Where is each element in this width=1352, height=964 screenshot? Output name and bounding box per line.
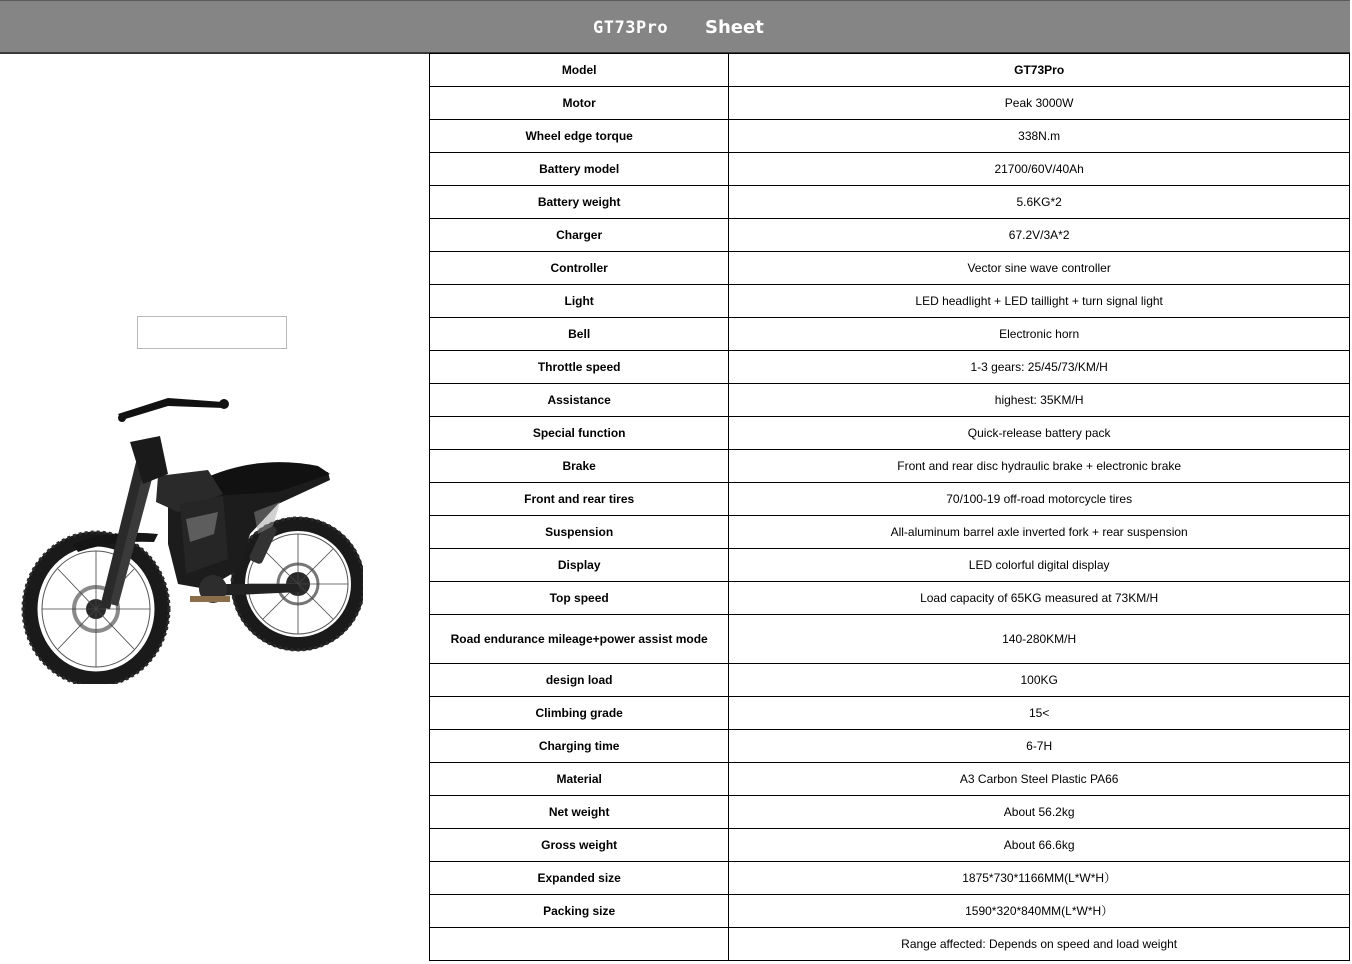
spec-value: Load capacity of 65KG measured at 73KM/H [729, 582, 1350, 615]
spec-label: Climbing grade [430, 697, 729, 730]
spec-row [430, 664, 1350, 697]
spec-label: Suspension [430, 516, 729, 549]
sheet-header [0, 0, 1350, 54]
spec-value: 1-3 gears: 25/45/73/KM/H [729, 351, 1350, 384]
spec-value: LED headlight + LED taillight + turn signal light [729, 285, 1350, 318]
spec-value: 67.2V/3A*2 [729, 219, 1350, 252]
spec-row [430, 417, 1350, 450]
spec-row [430, 516, 1350, 549]
spec-row [430, 796, 1350, 829]
spec-label: Brake [430, 450, 729, 483]
spec-value: About 56.2kg [729, 796, 1350, 829]
spec-label: Battery model [430, 153, 729, 186]
header-sheet-title: Sheet [705, 17, 764, 38]
spec-label: Gross weight [430, 829, 729, 862]
spec-value: Front and rear disc hydraulic brake + electronic brake [729, 450, 1350, 483]
spec-value: LED colorful digital display [729, 549, 1350, 582]
spec-label: Model [430, 54, 729, 87]
spec-label: Display [430, 549, 729, 582]
spec-row [430, 615, 1350, 664]
spec-row [430, 483, 1350, 516]
spec-row [430, 285, 1350, 318]
spec-row [430, 87, 1350, 120]
spec-value: highest: 35KM/H [729, 384, 1350, 417]
spec-label: Wheel edge torque [430, 120, 729, 153]
spec-label: Charging time [430, 730, 729, 763]
spec-label: Assistance [430, 384, 729, 417]
spec-value: 140-280KM/H [729, 615, 1350, 664]
spec-value: GT73Pro [729, 54, 1350, 87]
spec-value: All-aluminum barrel axle inverted fork + rear suspension [729, 516, 1350, 549]
spec-row [430, 318, 1350, 351]
spec-value: 100KG [729, 664, 1350, 697]
spec-label: Front and rear tires [430, 483, 729, 516]
product-image-panel [0, 54, 429, 964]
spec-row [430, 384, 1350, 417]
spec-row [430, 153, 1350, 186]
spec-value: 1875*730*1166MM(L*W*H） [729, 862, 1350, 895]
spec-label: Light [430, 285, 729, 318]
spec-row [430, 829, 1350, 862]
spec-label: Motor [430, 87, 729, 120]
spec-row [430, 120, 1350, 153]
spec-label: Special function [430, 417, 729, 450]
spec-value: 1590*320*840MM(L*W*H） [729, 895, 1350, 928]
spec-label: Throttle speed [430, 351, 729, 384]
spec-label: design load [430, 664, 729, 697]
spec-row [430, 895, 1350, 928]
spec-value: 70/100-19 off-road motorcycle tires [729, 483, 1350, 516]
spec-row [430, 862, 1350, 895]
spec-row [430, 928, 1350, 961]
spec-label: Battery weight [430, 186, 729, 219]
spec-label: Net weight [430, 796, 729, 829]
spec-row [430, 351, 1350, 384]
spec-value: Electronic horn [729, 318, 1350, 351]
spec-row [430, 549, 1350, 582]
spec-value: A3 Carbon Steel Plastic PA66 [729, 763, 1350, 796]
spec-row [430, 54, 1350, 87]
header-model-name: GT73Pro [593, 18, 669, 38]
spec-table [429, 53, 1350, 961]
empty-text-box [137, 316, 287, 349]
spec-label: Road endurance mileage+power assist mode [430, 615, 729, 664]
spec-value: Range affected: Depends on speed and load weight [729, 928, 1350, 961]
spec-row [430, 252, 1350, 285]
spec-label: Packing size [430, 895, 729, 928]
spec-value: Vector sine wave controller [729, 252, 1350, 285]
spec-row [430, 219, 1350, 252]
motorcycle-image [18, 384, 363, 684]
spec-label: Material [430, 763, 729, 796]
spec-row [430, 186, 1350, 219]
spec-label: Charger [430, 219, 729, 252]
spec-value: 5.6KG*2 [729, 186, 1350, 219]
spec-row [430, 582, 1350, 615]
spec-value: 338N.m [729, 120, 1350, 153]
spec-value: 15< [729, 697, 1350, 730]
spec-label: Controller [430, 252, 729, 285]
spec-label: Bell [430, 318, 729, 351]
spec-value: 6-7H [729, 730, 1350, 763]
spec-value: 21700/60V/40Ah [729, 153, 1350, 186]
spec-label [430, 928, 729, 961]
spec-label: Expanded size [430, 862, 729, 895]
spec-value: About 66.6kg [729, 829, 1350, 862]
spec-row [430, 697, 1350, 730]
spec-row [430, 763, 1350, 796]
spec-row [430, 730, 1350, 763]
spec-value: Peak 3000W [729, 87, 1350, 120]
spec-row [430, 450, 1350, 483]
spec-value: Quick-release battery pack [729, 417, 1350, 450]
spec-label: Top speed [430, 582, 729, 615]
